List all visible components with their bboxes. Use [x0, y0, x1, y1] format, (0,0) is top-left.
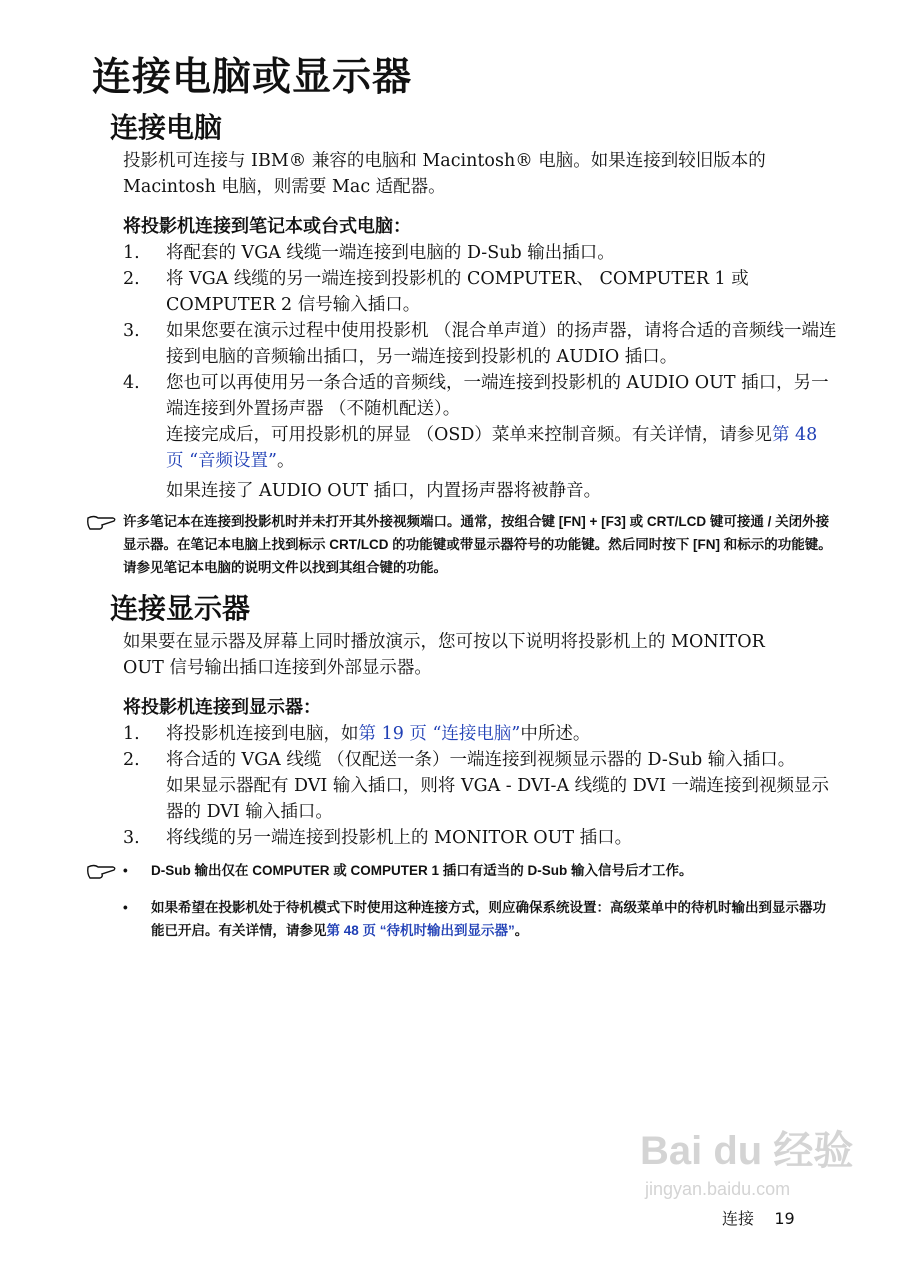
page-number: 19 [774, 1209, 795, 1228]
page-content [0, 54, 903, 942]
link-connect-computer[interactable]: 第 19 页 “连接电脑” [358, 724, 521, 744]
list-item: 3. 如果您要在演示过程中使用投影机 （混合单声道）的扬声器，请将合适的音频线一端连接到电脑的音频输出插口，另一端连接到投影机的 AUDIO 插口。 [123, 321, 837, 367]
list-item: 4. 您也可以再使用另一条合适的音频线，一端连接到投影机的 AUDIO OUT 插口，另一端连接到外置扬声器 （不随机配送）。 [123, 373, 829, 419]
list-item: 1. 将投影机连接到电脑，如第 19 页 “连接电脑”中所述。 [123, 724, 591, 744]
list-item: 2. 将合适的 VGA 线缆 （仅配送一条）一端连接到视频显示器的 D-Sub 输入插口。 [123, 750, 796, 770]
note-bullet: • D-Sub 输出仅在 COMPUTER 或 COMPUTER 1 插口有适当的 D-Sub 输入信号后才工作。 [123, 863, 693, 878]
note-block [0, 859, 903, 882]
list-item: 2. 将 VGA 线缆的另一端连接到投影机的 COMPUTER、 COMPUTER 1 或 COMPUTER 2 信号输入插口。 [123, 269, 749, 315]
paragraph: 连接完成后，可用投影机的屏显 （OSD）菜单来控制音频。有关详情，请参见第 48 页 “音频设置”。 [166, 425, 818, 471]
paragraph: 如果显示器配有 DVI 输入插口，则将 VGA - DVI-A 线缆的 DVI 一端连接到视频显示器的 DVI 输入插口。 [166, 776, 830, 822]
note-text: 许多笔记本在连接到投影机时并未打开其外接视频端口。通常，按组合键 [FN] + [F3] 或 CRT/LCD 键可接通 / 关闭外接显示器。在笔记本电脑上找到标示 CRT/LCD 的功能键或带显示器符号的功能键。然后同时按下 [FN] 和标示的功能键。请参见笔记本电脑的说明文件以找到其组合键的功能。 [123, 514, 832, 575]
footer-section: 连接 [722, 1209, 755, 1228]
note-block [0, 510, 903, 579]
pointing-hand-icon [86, 862, 116, 880]
paragraph: 如果连接了 AUDIO OUT 插口，内置扬声器将被静音。 [166, 481, 602, 501]
list-item: 1. 将配套的 VGA 线缆一端连接到电脑的 D-Sub 输出插口。 [123, 243, 615, 263]
page-title: 连接电脑或显示器 [92, 55, 413, 100]
section-heading: 连接显示器 [110, 592, 251, 625]
intro-text: 如果要在显示器及屏幕上同时播放演示，您可按以下说明将投影机上的 MONITOR OUT 信号输出插口连接到外部显示器。 [123, 632, 765, 678]
watermark-url: jingyan.baidu.com [645, 1179, 791, 1199]
pointing-hand-icon [86, 513, 116, 531]
note-block [0, 896, 903, 942]
subheading: 将投影机连接到显示器： [123, 697, 321, 718]
list-item: 3. 将线缆的另一端连接到投影机上的 MONITOR OUT 插口。 [123, 828, 633, 848]
link-standby-monitor-out[interactable]: 第 48 页 “待机时输出到显示器” [326, 923, 515, 938]
page-footer [722, 1209, 795, 1229]
link-audio-settings[interactable]: 第 48 页 “音频设置” [166, 425, 818, 471]
subheading: 将投影机连接到笔记本或台式电脑： [123, 216, 411, 237]
note-bullet: • 如果希望在投影机处于待机模式下时使用这种连接方式，则应确保系统设置：高级菜单中的待机时输出到显示器功能已开启。有关详情，请参见第 48 页 “待机时输出到显示器”。 [123, 900, 826, 938]
section-heading: 连接电脑 [110, 111, 223, 144]
intro-text: 投影机可连接与 IBM® 兼容的电脑和 Macintosh® 电脑。如果连接到较旧版本的 Macintosh 电脑，则需要 Mac 适配器。 [123, 151, 766, 197]
watermark-logo: Bai du 经验 [640, 1129, 854, 1173]
